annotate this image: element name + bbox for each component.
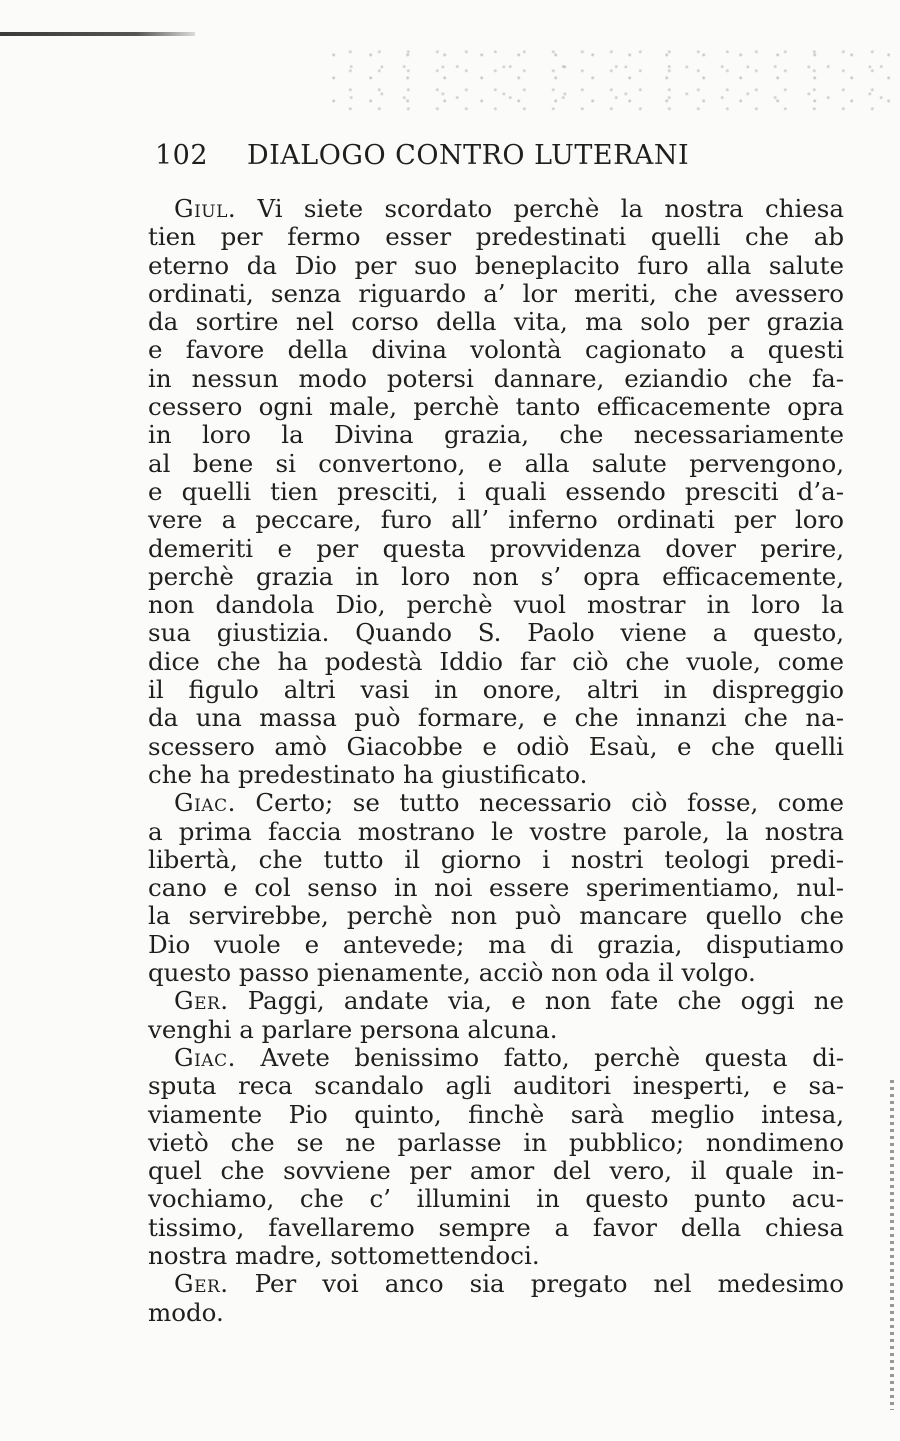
text-line — [148, 931, 844, 959]
speaker-label: Giac. — [174, 1042, 236, 1072]
line-text: perchè grazia in loro non s’ opra efficacemente, — [148, 561, 844, 591]
text-line — [148, 676, 844, 704]
scan-edge-mark-right — [890, 1080, 894, 1410]
speaker-label: Giul. — [174, 194, 237, 223]
text-line — [148, 1157, 844, 1185]
text-line — [148, 223, 844, 251]
text-line — [148, 280, 844, 308]
line-text: che ha predestinato ha giustificato. — [148, 759, 588, 789]
dialogue-paragraph — [148, 987, 844, 1044]
line-text: sua giustizia. Quando S. Paolo viene a questo, — [148, 618, 844, 648]
text-line — [148, 1016, 844, 1044]
line-text: da una massa può formare, e che innanzi che na- — [148, 703, 844, 733]
speaker-label: Giac. — [174, 788, 236, 818]
text-line — [148, 733, 844, 761]
line-text: vochiamo, che c’ illumini in questo punto acu- — [148, 1184, 844, 1214]
text-line — [148, 704, 844, 732]
line-text: venghi a parlare persona alcuna. — [148, 1014, 558, 1044]
scan-edge-mark — [0, 32, 195, 36]
line-text: cano e col senso in noi essere sperimentiamo, nul- — [148, 873, 844, 903]
text-line — [148, 478, 844, 506]
text-line — [148, 336, 844, 364]
line-text: Paggi, andate via, e non fate che oggi ne — [247, 986, 844, 1016]
line-text: tien per fermo esser predestinati quelli che ab — [148, 222, 844, 252]
text-line — [148, 1044, 844, 1072]
text-line — [148, 874, 844, 902]
text-line — [148, 1129, 844, 1157]
line-text: vere a peccare, furo all’ inferno ordinati per loro — [148, 505, 844, 535]
text-line — [148, 789, 844, 817]
text-line — [148, 818, 844, 846]
text-line — [148, 846, 844, 874]
line-text: viamente Pio quinto, finchè sarà meglio intesa, — [148, 1099, 844, 1129]
line-text: a prima faccia mostrano le vostre parole, la nostra — [148, 816, 844, 846]
text-line — [148, 987, 844, 1015]
text-line — [148, 1299, 844, 1327]
line-text: dice che ha podestà Iddio far ciò che vuole, come — [148, 646, 844, 676]
text-line — [148, 648, 844, 676]
line-text: in loro la Divina grazia, che necessariamente — [148, 420, 844, 450]
line-text: vietò che se ne parlasse in pubblico; nondimeno — [148, 1127, 844, 1157]
line-text: Avete benissimo fatto, perchè questa di- — [260, 1042, 844, 1072]
text-line — [148, 1101, 844, 1129]
line-text: questo passo pienamente, acciò non oda il volgo. — [148, 958, 756, 988]
line-text: Dio vuole e antevede; ma di grazia, disputiamo — [148, 929, 844, 959]
line-text: scessero amò Giacobbe e odiò Esaù, e che quelli — [148, 731, 844, 761]
text-line — [148, 535, 844, 563]
text-line — [148, 421, 844, 449]
line-text: libertà, che tutto il giorno i nostri teologi predi- — [148, 844, 844, 874]
text-line — [148, 195, 844, 223]
line-text: nostra madre, sottomettendoci. — [148, 1240, 540, 1270]
line-text: Per voi anco sia pregato nel medesimo — [254, 1269, 844, 1299]
text-line — [148, 1214, 844, 1242]
text-line — [148, 959, 844, 987]
line-text: e favore della divina volontà cagionato a questi — [148, 335, 844, 365]
scan-noise — [330, 48, 890, 118]
line-text: in nessun modo potersi dannare, eziandio che fa- — [148, 363, 844, 393]
text-line — [148, 1072, 844, 1100]
line-text: non dandola Dio, perchè vuol mostrar in loro la — [148, 590, 844, 620]
running-head — [155, 140, 775, 180]
dialogue-paragraph — [148, 195, 844, 789]
text-line — [148, 619, 844, 647]
line-text: cessero ogni male, perchè tanto efficacemente opra — [148, 392, 844, 422]
line-text: il figulo altri vasi in onore, altri in dispreggio — [148, 675, 844, 705]
line-text: Certo; se tutto necessario ciò fosse, come — [255, 788, 844, 818]
text-line — [148, 393, 844, 421]
text-line — [148, 563, 844, 591]
text-line — [148, 1185, 844, 1213]
dialogue-paragraph — [148, 1270, 844, 1327]
text-line — [148, 506, 844, 534]
text-line — [148, 252, 844, 280]
dialogue-paragraph — [148, 789, 844, 987]
text-line — [148, 902, 844, 930]
line-text: modo. — [148, 1297, 224, 1327]
line-text: demeriti e per questa provvidenza dover perire, — [148, 533, 844, 563]
dialogue-paragraph — [148, 1044, 844, 1270]
line-text: la servirebbe, perchè non può mancare quello che — [148, 901, 844, 931]
line-text: e quelli tien presciti, i quali essendo presciti d’a- — [148, 476, 844, 506]
line-text: eterno da Dio per suo beneplacito furo alla salute — [148, 250, 844, 280]
text-line — [148, 365, 844, 393]
text-line — [148, 308, 844, 336]
speaker-label: Ger. — [174, 1269, 229, 1299]
line-text: ordinati, senza riguardo a’ lor meriti, che avessero — [148, 278, 844, 308]
text-line — [148, 1242, 844, 1270]
speaker-label: Ger. — [174, 986, 229, 1016]
line-text: al bene si convertono, e alla salute pervengono, — [148, 448, 844, 478]
text-line — [148, 1270, 844, 1298]
line-text: sputa reca scandalo agli auditori inesperti, e sa- — [148, 1071, 844, 1101]
text-line — [148, 591, 844, 619]
dialogue-text — [148, 195, 844, 1327]
text-line — [148, 450, 844, 478]
running-title: DIALOGO CONTRO LUTERANI — [247, 140, 690, 171]
line-text: da sortire nel corso della vita, ma solo per grazia — [148, 307, 844, 337]
page-number: 102 — [155, 140, 209, 171]
line-text: Vi siete scordato perchè la nostra chiesa — [257, 194, 844, 223]
line-text: quel che sovviene per amor del vero, il quale in- — [148, 1156, 844, 1186]
line-text: tissimo, favellaremo sempre a favor della chiesa — [148, 1212, 844, 1242]
text-line — [148, 761, 844, 789]
